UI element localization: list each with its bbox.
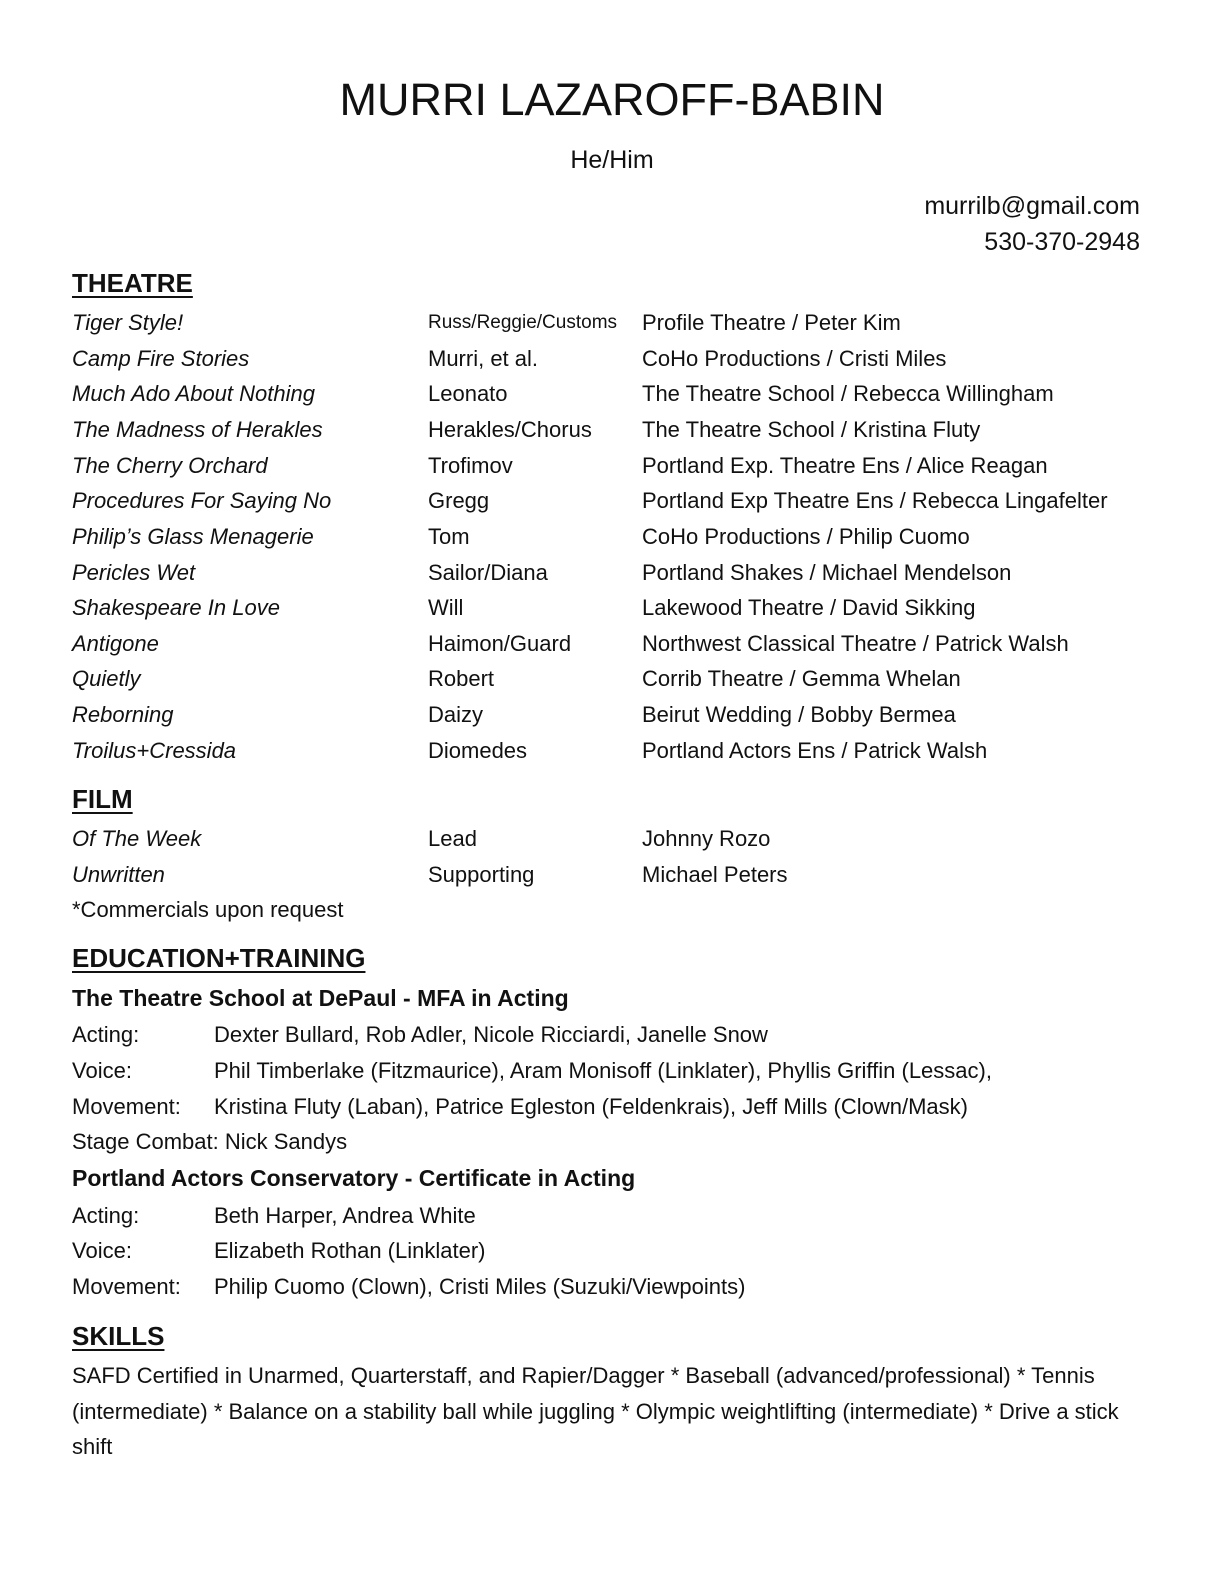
director: Michael Peters (642, 862, 788, 887)
film-title: Of The Week (72, 826, 202, 851)
role: Trofimov (428, 453, 513, 478)
training-teachers: Phil Timberlake (Fitzmaurice), Aram Monisoff (Linklater), Phyllis Griffin (Lessac), (214, 1058, 992, 1083)
company-director: Northwest Classical Theatre / Patrick Walsh (642, 631, 1069, 656)
education-heading: EDUCATION+TRAINING (72, 943, 366, 973)
training-teachers: Philip Cuomo (Clown), Cristi Miles (Suzuki/Viewpoints) (214, 1274, 746, 1299)
theatre-row (72, 555, 1152, 591)
show-title: Tiger Style! (72, 310, 184, 335)
role: Robert (428, 666, 495, 691)
role: Tom (428, 524, 470, 549)
theatre-row (72, 305, 1152, 341)
school-heading: Portland Actors Conservatory - Certificate in Acting (72, 1165, 636, 1191)
company-director: Portland Shakes / Michael Mendelson (642, 560, 1012, 585)
show-title: Pericles Wet (72, 560, 196, 585)
company-director: The Theatre School / Rebecca Willingham (642, 381, 1054, 406)
show-title: Antigone (72, 631, 159, 656)
company-director: Beirut Wedding / Bobby Bermea (642, 702, 956, 727)
contact-block (924, 188, 1140, 260)
commercials-note: *Commercials upon request (72, 897, 344, 922)
company-director: Corrib Theatre / Gemma Whelan (642, 666, 961, 691)
theatre-row (72, 697, 1152, 733)
role: Sailor/Diana (428, 560, 548, 585)
training-label: Acting: (72, 1203, 140, 1228)
training-label: Voice: (72, 1058, 132, 1083)
show-title: Troilus+Cressida (72, 738, 237, 763)
show-title: The Madness of Herakles (72, 417, 323, 442)
film-heading: FILM (72, 784, 133, 814)
training-teachers: Kristina Fluty (Laban), Patrice Egleston (Feldenkrais), Jeff Mills (Clown/Mask) (214, 1094, 968, 1119)
company-director: Portland Actors Ens / Patrick Walsh (642, 738, 988, 763)
company-director: Profile Theatre / Peter Kim (642, 310, 901, 335)
theatre-row (72, 341, 1152, 377)
pronouns: He/Him (570, 146, 654, 174)
theatre-row (72, 519, 1152, 555)
training-label: Movement: (72, 1274, 181, 1299)
email: murrilb@gmail.com (924, 192, 1140, 220)
stage-combat-line: Stage Combat: Nick Sandys (72, 1129, 348, 1154)
film-row (72, 857, 1152, 893)
role: Supporting (428, 862, 535, 887)
phone: 530-370-2948 (984, 228, 1140, 256)
theatre-row (72, 376, 1152, 412)
company-director: The Theatre School / Kristina Fluty (642, 417, 981, 442)
theatre-row (72, 590, 1152, 626)
role: Diomedes (428, 738, 528, 763)
theatre-row (72, 626, 1152, 662)
role: Lead (428, 826, 477, 851)
training-label: Acting: (72, 1022, 140, 1047)
school-heading: The Theatre School at DePaul - MFA in Acting (72, 985, 569, 1011)
training-teachers: Beth Harper, Andrea White (214, 1203, 476, 1228)
theatre-row (72, 412, 1152, 448)
show-title: Much Ado About Nothing (72, 381, 315, 406)
show-title: Camp Fire Stories (72, 346, 250, 371)
theatre-row (72, 483, 1152, 519)
skills-text: SAFD Certified in Unarmed, Quarterstaff, and Rapier/Dagger * Baseball (advanced/professional) * Tennis (intermediate) * Balance on a stability ball while juggling * Olympic weightlifting (intermediate) * Drive a stick shift (72, 1363, 1119, 1459)
actor-name: MURRI LAZAROFF-BABIN (339, 74, 885, 125)
role: Haimon/Guard (428, 631, 572, 656)
company-director: CoHo Productions / Philip Cuomo (642, 524, 970, 549)
role: Leonato (428, 381, 508, 406)
training-teachers: Elizabeth Rothan (Linklater) (214, 1238, 486, 1263)
show-title: Shakespeare In Love (72, 595, 280, 620)
company-director: Lakewood Theatre / David Sikking (642, 595, 976, 620)
training-label: Movement: (72, 1094, 181, 1119)
training-label: Voice: (72, 1238, 132, 1263)
role: Will (428, 595, 464, 620)
show-title: Philip’s Glass Menagerie (72, 524, 314, 549)
role: Murri, et al. (428, 346, 539, 371)
theatre-row (72, 733, 1152, 769)
director: Johnny Rozo (642, 826, 771, 851)
theatre-heading: THEATRE (72, 268, 193, 298)
role: Herakles/Chorus (428, 417, 592, 442)
show-title: Procedures For Saying No (72, 488, 332, 513)
role: Gregg (428, 488, 490, 513)
company-director: Portland Exp. Theatre Ens / Alice Reagan (642, 453, 1048, 478)
role: Daizy (428, 702, 484, 727)
show-title: The Cherry Orchard (72, 453, 268, 478)
theatre-row (72, 448, 1152, 484)
show-title: Reborning (72, 702, 174, 727)
film-title: Unwritten (72, 862, 165, 887)
theatre-row (72, 661, 1152, 697)
show-title: Quietly (72, 666, 141, 691)
skills-heading: SKILLS (72, 1321, 165, 1351)
company-director: CoHo Productions / Cristi Miles (642, 346, 947, 371)
film-row (72, 821, 1152, 857)
company-director: Portland Exp Theatre Ens / Rebecca Lingafelter (642, 488, 1108, 513)
role: Russ/Reggie/Customs (428, 312, 618, 333)
training-teachers: Dexter Bullard, Rob Adler, Nicole Ricciardi, Janelle Snow (214, 1022, 768, 1047)
